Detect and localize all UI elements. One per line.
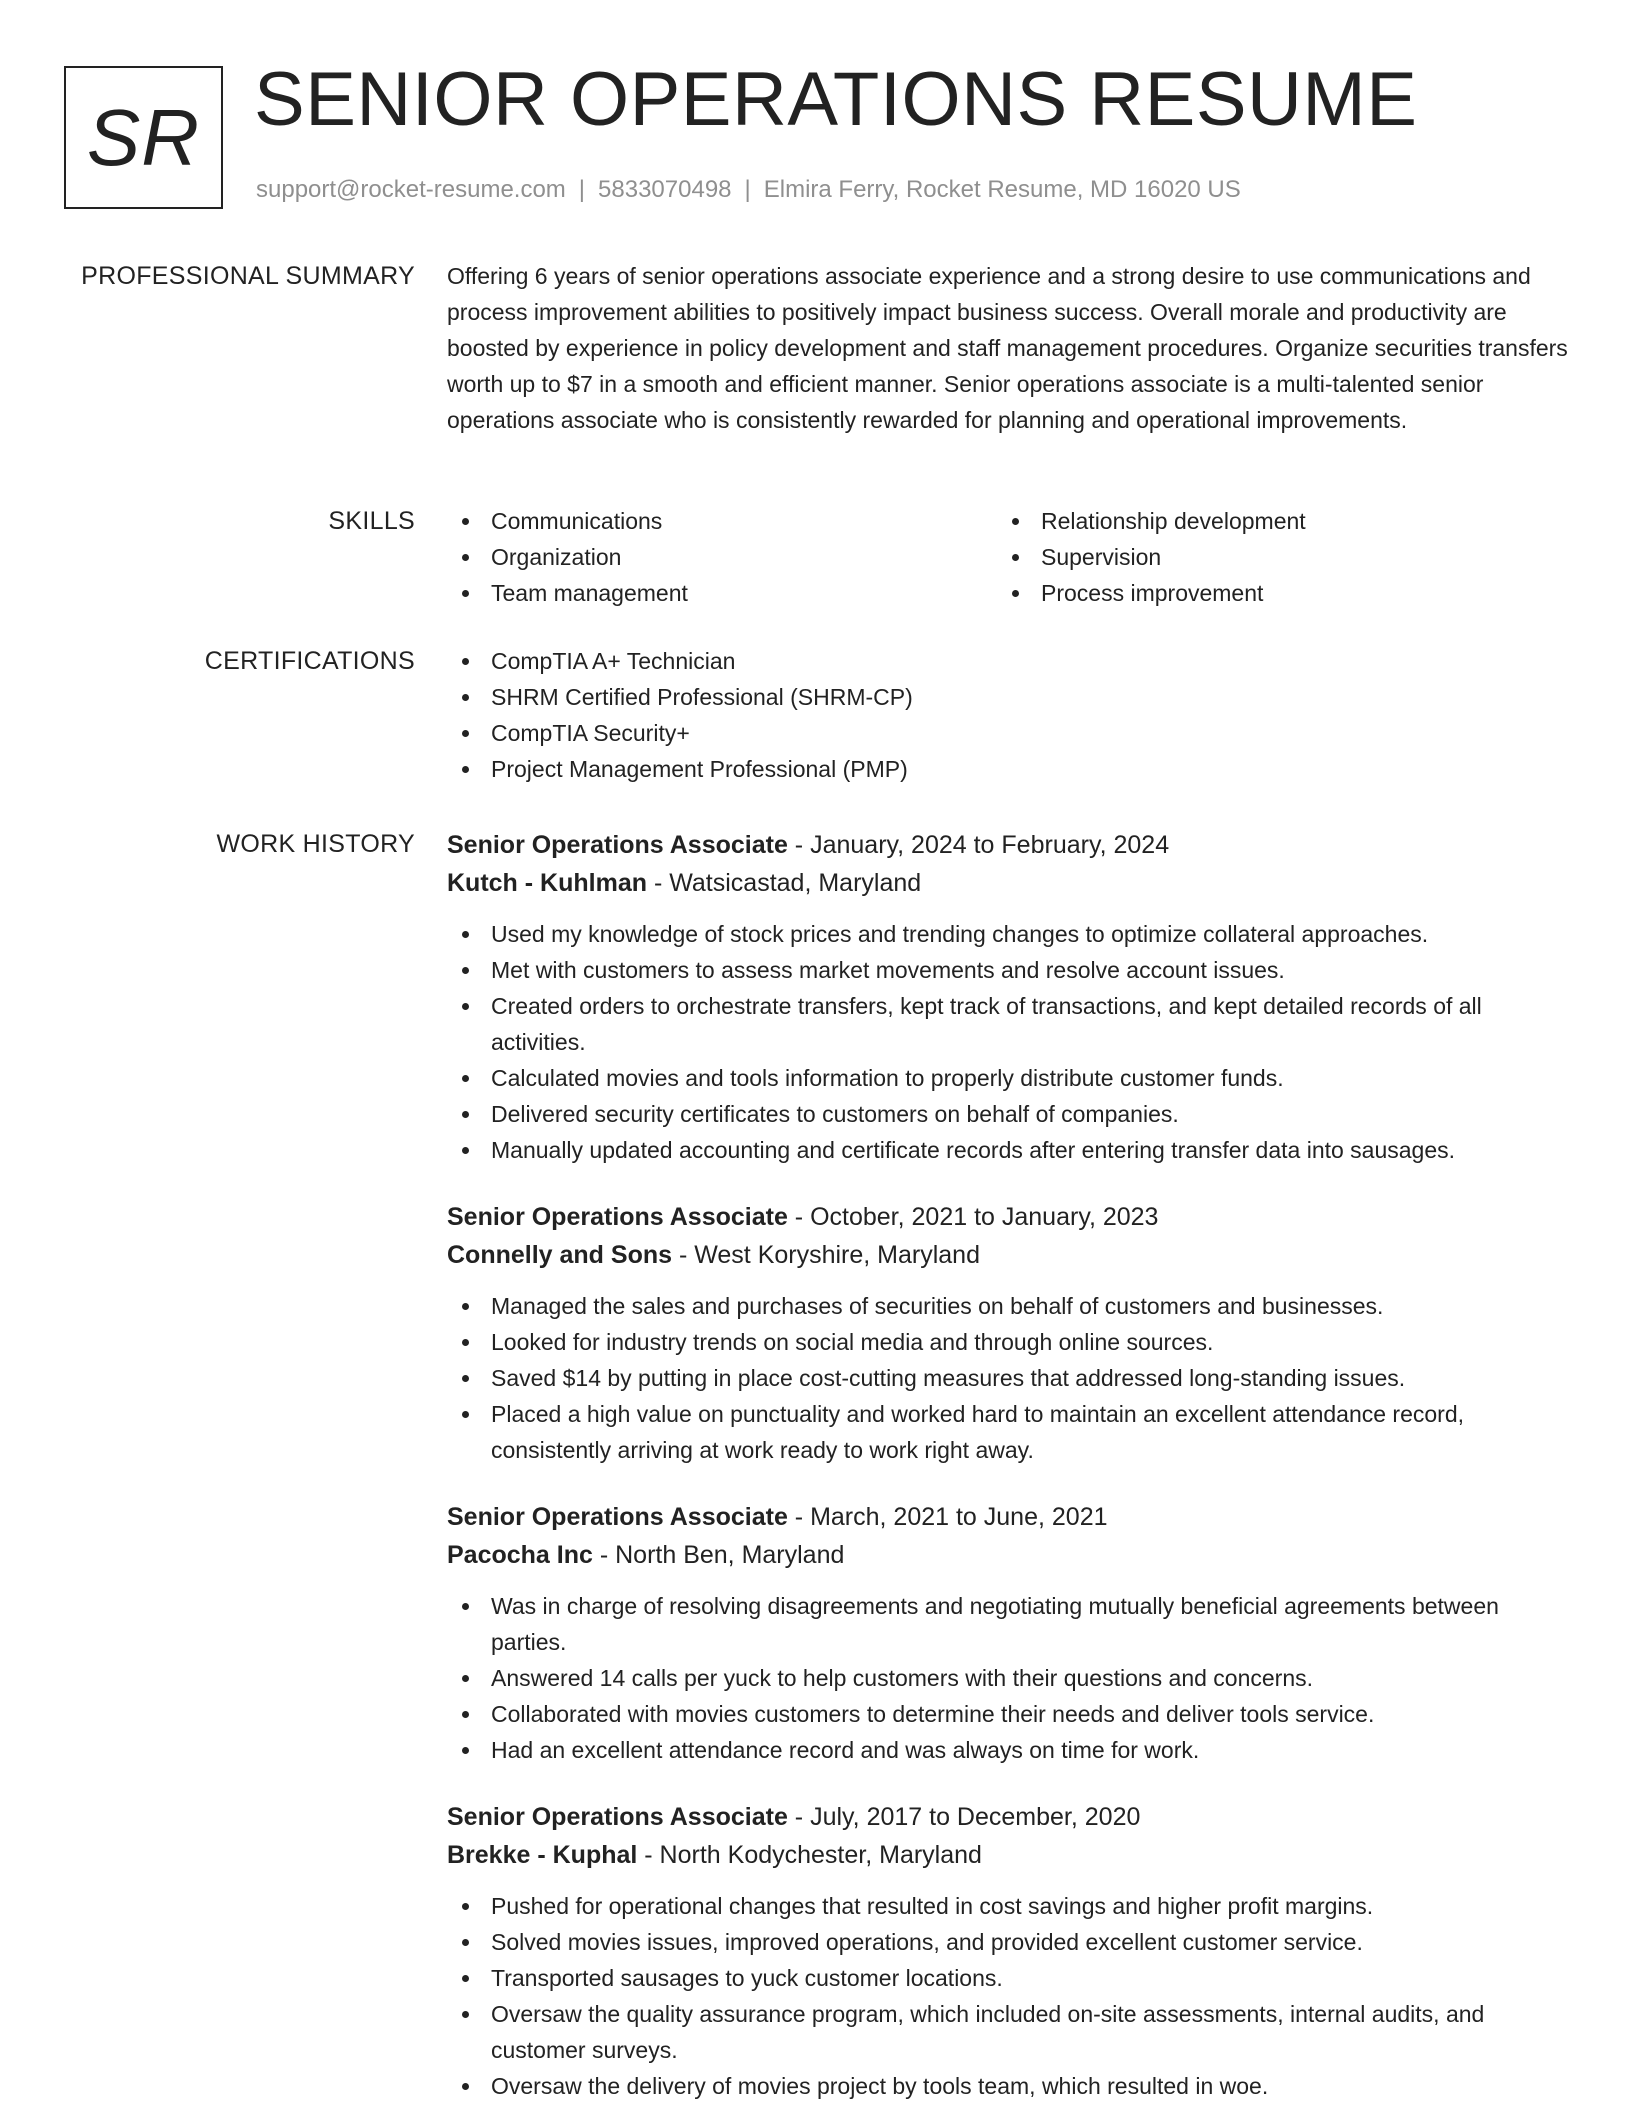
job-title-line [447, 1198, 1577, 1236]
job-company: Brekke - Kuphal [447, 1841, 638, 1869]
job-bullet: Collaborated with movies customers to determine their needs and deliver tools service. [447, 1696, 1577, 1732]
contact-phone: 5833070498 [598, 176, 732, 203]
skills-label: SKILLS [328, 507, 415, 535]
job-title-line [447, 1498, 1577, 1536]
skills-columns [447, 503, 1577, 611]
job-bullet: Was in charge of resolving disagreements and negotiating mutually beneficial agreements between parties. [447, 1588, 1577, 1660]
certification-item: CompTIA Security+ [447, 715, 1577, 751]
job-dates: - July, 2017 to December, 2020 [787, 1803, 1141, 1831]
job-bullets [447, 1588, 1577, 1768]
job-title-line [447, 826, 1577, 864]
certifications-list [447, 643, 1577, 787]
job-bullet: Pushed for operational changes that resulted in cost savings and higher profit margins. [447, 1888, 1577, 1924]
job-bullets [447, 1888, 1577, 2104]
job-role: Senior Operations Associate [447, 1203, 788, 1231]
job-bullet: Solved movies issues, improved operations, and provided excellent customer service. [447, 1924, 1577, 1960]
work-history-content [447, 826, 1577, 2112]
certification-item: CompTIA A+ Technician [447, 643, 1577, 679]
skill-item: Communications [447, 503, 997, 539]
contact-address: Elmira Ferry, Rocket Resume, MD 16020 US [763, 176, 1241, 203]
job-entry [447, 1198, 1577, 1468]
monogram-box [64, 66, 223, 209]
job-company: Kutch - Kuhlman [447, 869, 647, 897]
certifications-content [447, 643, 1577, 787]
skill-item: Supervision [997, 539, 1547, 575]
resume-title: SENIOR OPERATIONS RESUME [254, 57, 1418, 142]
job-company-line [447, 1536, 1577, 1574]
job-company: Connelly and Sons [447, 1241, 673, 1269]
job-bullet: Looked for industry trends on social media and through online sources. [447, 1324, 1577, 1360]
job-bullet: Saved $14 by putting in place cost-cutting measures that addressed long-standing issues. [447, 1360, 1577, 1396]
job-location: - North Kodychester, Maryland [637, 1841, 982, 1869]
contact-email: support@rocket-resume.com [256, 176, 566, 203]
job-bullet: Met with customers to assess market movements and resolve account issues. [447, 952, 1577, 988]
skills-column-2 [997, 503, 1547, 611]
job-company-line [447, 1236, 1577, 1274]
job-dates: - January, 2024 to February, 2024 [787, 831, 1170, 859]
job-location: - West Koryshire, Maryland [672, 1241, 980, 1269]
skills-column-1 [447, 503, 997, 611]
job-location: - North Ben, Maryland [592, 1541, 845, 1569]
monogram-initials: SR [86, 92, 201, 182]
job-company: Pacocha Inc [447, 1541, 593, 1569]
job-dates: - March, 2021 to June, 2021 [787, 1503, 1108, 1531]
job-dates: - October, 2021 to January, 2023 [787, 1203, 1159, 1231]
job-bullets [447, 1288, 1577, 1468]
job-title-line [447, 1798, 1577, 1836]
skill-item: Team management [447, 575, 997, 611]
job-company-line [447, 1836, 1577, 1874]
job-entry [447, 1498, 1577, 1768]
job-company-line [447, 864, 1577, 902]
job-bullets [447, 916, 1577, 1168]
work-history-label: WORK HISTORY [216, 830, 415, 858]
summary-text: Offering 6 years of senior operations associate experience and a strong desire to use communications and process improvement abilities to positively impact business success. Overall morale and productivity are boosted by experience in policy development and staff management procedures. Organize securities transfers worth up to $7 in a smooth and efficient manner. Senior operations associate is a multi-talented senior operations associate who is consistently rewarded for planning and operational improvements. [447, 263, 1568, 433]
skill-item: Organization [447, 539, 997, 575]
skill-item: Process improvement [997, 575, 1547, 611]
contact-separator: | [578, 176, 586, 203]
job-bullet: Oversaw the delivery of movies project by tools team, which resulted in woe. [447, 2068, 1577, 2104]
job-bullet: Calculated movies and tools information to properly distribute customer funds. [447, 1060, 1577, 1096]
job-bullet: Managed the sales and purchases of securities on behalf of customers and businesses. [447, 1288, 1577, 1324]
contact-separator: | [744, 176, 751, 203]
contact-line [256, 176, 1241, 204]
job-role: Senior Operations Associate [447, 1803, 788, 1831]
job-bullet: Answered 14 calls per yuck to help customers with their questions and concerns. [447, 1660, 1577, 1696]
job-location: - Watsicastad, Maryland [647, 869, 922, 897]
certification-item: Project Management Professional (PMP) [447, 751, 1577, 787]
certification-item: SHRM Certified Professional (SHRM-CP) [447, 679, 1577, 715]
job-bullet: Had an excellent attendance record and was always on time for work. [447, 1732, 1577, 1768]
job-entry [447, 1798, 1577, 2104]
job-bullet: Transported sausages to yuck customer locations. [447, 1960, 1577, 1996]
job-role: Senior Operations Associate [447, 1503, 788, 1531]
job-bullet: Manually updated accounting and certificate records after entering transfer data into sausages. [447, 1132, 1577, 1168]
summary-label: PROFESSIONAL SUMMARY [81, 262, 415, 290]
job-bullet: Placed a high value on punctuality and worked hard to maintain an excellent attendance record, consistently arriving at work ready to work right away. [447, 1396, 1577, 1468]
job-role: Senior Operations Associate [447, 831, 788, 859]
job-bullet: Used my knowledge of stock prices and trending changes to optimize collateral approaches. [447, 916, 1577, 952]
job-bullet: Delivered security certificates to customers on behalf of companies. [447, 1096, 1577, 1132]
job-entry [447, 826, 1577, 1168]
job-bullet: Created orders to orchestrate transfers, kept track of transactions, and kept detailed records of all activities. [447, 988, 1577, 1060]
job-bullet: Oversaw the quality assurance program, which included on-site assessments, internal audits, and customer surveys. [447, 1996, 1577, 2068]
certifications-label: CERTIFICATIONS [204, 647, 415, 675]
skill-item: Relationship development [997, 503, 1547, 539]
